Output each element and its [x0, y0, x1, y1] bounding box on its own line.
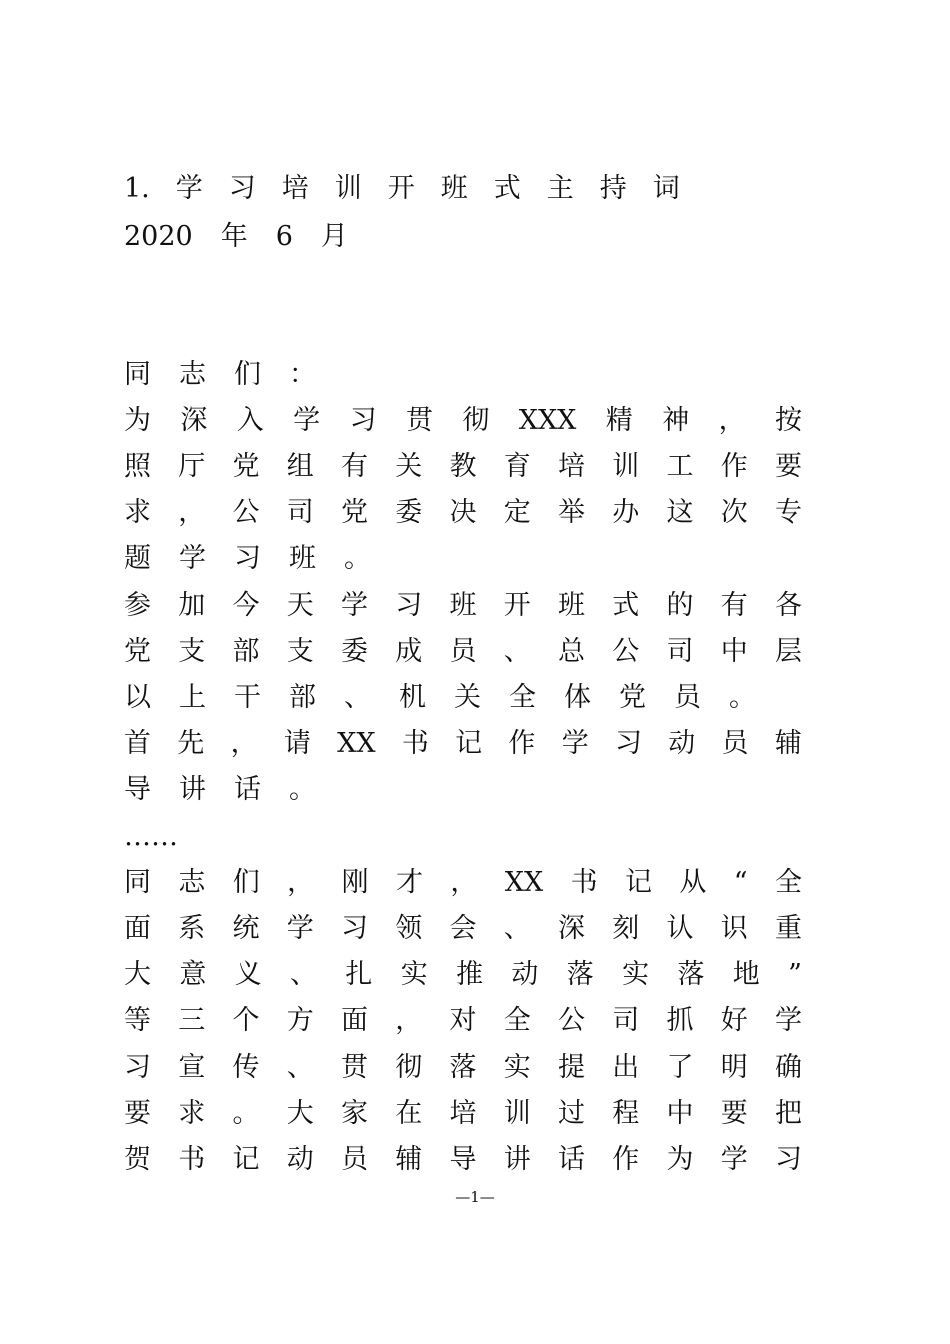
text-token: 次	[720, 497, 748, 528]
text-token: 题	[124, 543, 151, 574]
text-token: 为	[666, 1144, 694, 1175]
text-token: 上	[179, 682, 206, 713]
text-token: 话	[558, 1144, 585, 1175]
text-token: 。	[729, 682, 756, 713]
text-token: 求	[124, 497, 151, 528]
text-token: 宣	[178, 1052, 206, 1083]
text-token: 的	[666, 590, 694, 621]
text-token: 年	[220, 221, 248, 252]
text-token: 从	[679, 867, 707, 898]
text-token: ，	[450, 867, 478, 898]
text-token: 等	[124, 1005, 151, 1036]
text-token: 神	[662, 405, 690, 436]
text-token: “	[733, 867, 748, 898]
text-token: 在	[395, 1098, 423, 1129]
text-token: 天	[286, 590, 314, 621]
text-token: XX	[504, 867, 544, 898]
text-token: 支	[178, 636, 206, 667]
text-token: 词	[652, 173, 680, 204]
text-token: 会	[449, 913, 477, 944]
text-token: ，	[395, 1005, 423, 1036]
body-line	[124, 767, 802, 813]
text-token: 照	[124, 451, 151, 482]
text-token: 重	[775, 913, 802, 944]
body-line	[124, 629, 802, 675]
text-token: 学	[720, 1144, 748, 1175]
text-token: 训	[334, 173, 362, 204]
text-token: 地	[732, 959, 760, 990]
text-token: ，	[230, 728, 258, 759]
text-token: 大	[124, 959, 151, 990]
text-token: 学	[775, 1005, 802, 1036]
text-token: 贯	[405, 405, 433, 436]
text-token: 方	[286, 1005, 314, 1036]
text-token: 、	[503, 913, 531, 944]
text-token: 志	[179, 359, 206, 390]
text-token: 专	[775, 497, 802, 528]
text-token: 、	[503, 636, 531, 667]
text-token: 们	[234, 359, 261, 390]
text-token: 习	[349, 405, 377, 436]
text-token: 按	[774, 405, 802, 436]
text-token: 体	[564, 682, 591, 713]
text-token: 认	[666, 913, 694, 944]
body-line	[124, 444, 802, 490]
text-token: 讲	[179, 774, 206, 805]
text-token: ……	[124, 821, 178, 852]
text-token: 学	[179, 543, 206, 574]
body-line	[124, 1137, 802, 1183]
text-token: 总	[558, 636, 585, 667]
text-token: 习	[614, 728, 642, 759]
text-token: 教	[449, 451, 477, 482]
text-token: 以	[124, 682, 151, 713]
body-line	[124, 1091, 802, 1137]
text-token: 动	[668, 728, 696, 759]
body-line	[124, 536, 802, 582]
text-token: 实	[503, 1052, 531, 1083]
text-token: 月	[320, 221, 348, 252]
text-token: 请	[283, 728, 311, 759]
text-token: 首	[124, 728, 151, 759]
text-token: 实	[400, 959, 428, 990]
text-token: 记	[455, 728, 483, 759]
text-token: 书	[401, 728, 429, 759]
text-token: 深	[558, 913, 585, 944]
text-token: 动	[511, 959, 539, 990]
text-token: 习	[228, 173, 256, 204]
text-token: 部	[232, 636, 260, 667]
text-token: 支	[286, 636, 314, 667]
text-token: 层	[775, 636, 802, 667]
text-token: 把	[775, 1098, 802, 1129]
text-token: 学	[293, 405, 321, 436]
text-token: 司	[666, 636, 694, 667]
body-line	[124, 814, 802, 860]
text-token: 举	[558, 497, 585, 528]
text-token: 党	[341, 497, 368, 528]
text-token: 训	[612, 451, 640, 482]
text-token: 开	[387, 173, 415, 204]
text-token: 同	[124, 359, 151, 390]
text-token: 部	[289, 682, 316, 713]
text-token: 全	[503, 1005, 531, 1036]
text-token: 员	[341, 1144, 368, 1175]
text-token: 培	[558, 451, 585, 482]
text-token: 导	[124, 774, 151, 805]
text-token: 训	[503, 1098, 531, 1129]
text-token: 为	[124, 405, 151, 436]
text-token: 刻	[612, 913, 640, 944]
text-token: 确	[775, 1052, 802, 1083]
text-token: 求	[178, 1098, 206, 1129]
text-token: 中	[666, 1098, 694, 1129]
text-token: 习	[775, 1144, 802, 1175]
text-token: 家	[341, 1098, 368, 1129]
text-token: 深	[180, 405, 208, 436]
text-token: 落	[449, 1052, 477, 1083]
body-line	[124, 721, 802, 767]
text-token: 对	[449, 1005, 477, 1036]
text-token: 学	[175, 173, 203, 204]
text-token: 过	[558, 1098, 585, 1129]
text-token: 三	[178, 1005, 206, 1036]
text-token: 义	[234, 959, 262, 990]
text-token: XX	[337, 728, 376, 759]
text-token: 习	[341, 913, 368, 944]
text-token: 传	[232, 1052, 260, 1083]
text-token: 加	[178, 590, 206, 621]
text-token: 全	[509, 682, 536, 713]
text-token: 们	[232, 867, 260, 898]
text-token: 学	[341, 590, 368, 621]
text-token: 辅	[395, 1144, 423, 1175]
text-token: 。	[232, 1098, 260, 1129]
text-token: 厅	[178, 451, 206, 482]
text-token: 记	[624, 867, 652, 898]
text-token: 个	[232, 1005, 260, 1036]
text-token: 培	[281, 173, 309, 204]
text-token: 持	[599, 173, 627, 204]
text-token: 班	[449, 590, 477, 621]
text-token: 培	[449, 1098, 477, 1129]
text-token: 刚	[341, 867, 369, 898]
text-token: 育	[503, 451, 531, 482]
text-token: 领	[395, 913, 423, 944]
text-token: 系	[178, 913, 206, 944]
text-token: 作	[508, 728, 536, 759]
text-token: 6	[275, 221, 293, 252]
text-token: 、	[344, 682, 371, 713]
body-line	[124, 675, 802, 721]
text-token: 关	[454, 682, 481, 713]
text-token: 机	[399, 682, 426, 713]
text-token: 1.	[124, 173, 150, 204]
text-token: 贯	[341, 1052, 368, 1083]
text-token: 开	[503, 590, 531, 621]
text-token: 导	[449, 1144, 477, 1175]
text-token: 作	[720, 451, 748, 482]
text-token: 同	[124, 867, 151, 898]
text-token: 入	[236, 405, 264, 436]
text-token: 有	[720, 590, 748, 621]
text-token: 识	[720, 913, 748, 944]
text-token: ，	[178, 497, 206, 528]
text-token: ”	[788, 959, 802, 990]
text-token: 2020	[124, 221, 193, 252]
text-token: 公	[232, 497, 260, 528]
text-token: 统	[232, 913, 260, 944]
text-token: 扎	[345, 959, 373, 990]
text-token: 委	[395, 497, 423, 528]
text-token: 要	[720, 1098, 748, 1129]
text-token: 动	[286, 1144, 314, 1175]
text-token: ：	[289, 359, 316, 390]
text-token: 才	[395, 867, 423, 898]
text-token: 。	[344, 543, 371, 574]
text-token: 面	[124, 913, 151, 944]
text-token: 实	[622, 959, 650, 990]
text-token: 关	[395, 451, 423, 482]
text-token: 先	[177, 728, 205, 759]
text-token: ，	[287, 867, 315, 898]
text-token: 有	[341, 451, 368, 482]
text-token: 彻	[462, 405, 490, 436]
body-line	[124, 490, 802, 536]
text-token: 推	[456, 959, 484, 990]
text-token: 中	[720, 636, 748, 667]
body-line	[124, 906, 802, 952]
body-line	[124, 1045, 802, 1091]
text-token: 大	[286, 1098, 314, 1129]
text-token: 。	[289, 774, 316, 805]
text-token: 党	[124, 636, 151, 667]
text-token: 组	[286, 451, 314, 482]
document-title	[124, 166, 802, 212]
text-token: 学	[286, 913, 314, 944]
text-token: 参	[124, 590, 151, 621]
body-line	[124, 583, 802, 629]
text-token: 程	[612, 1098, 640, 1129]
text-token: 主	[546, 173, 574, 204]
text-token: 各	[775, 590, 802, 621]
text-token: 落	[566, 959, 594, 990]
text-token: 、	[286, 1052, 314, 1083]
text-token: 司	[612, 1005, 640, 1036]
text-token: 习	[234, 543, 261, 574]
text-token: 学	[561, 728, 589, 759]
text-token: 定	[503, 497, 531, 528]
text-token: 公	[558, 1005, 585, 1036]
text-token: 党	[232, 451, 260, 482]
text-token: 委	[341, 636, 368, 667]
body-line	[124, 860, 802, 906]
text-token: 抓	[666, 1005, 694, 1036]
text-token: 这	[666, 497, 694, 528]
body-line	[124, 398, 802, 444]
text-token: 成	[395, 636, 423, 667]
text-token: 班	[440, 173, 468, 204]
text-token: 作	[612, 1144, 640, 1175]
text-token: 出	[612, 1052, 640, 1083]
text-token: 话	[234, 774, 261, 805]
text-token: 今	[232, 590, 260, 621]
text-token: 干	[234, 682, 261, 713]
text-token: 面	[341, 1005, 368, 1036]
text-token: 辅	[774, 728, 802, 759]
text-token: 明	[720, 1052, 748, 1083]
text-token: 员	[721, 728, 749, 759]
text-token: 办	[612, 497, 640, 528]
text-token: 落	[677, 959, 705, 990]
body-line	[124, 998, 802, 1044]
text-token: 提	[558, 1052, 585, 1083]
text-token: 员	[674, 682, 701, 713]
text-token: 习	[124, 1052, 151, 1083]
text-token: 党	[619, 682, 646, 713]
text-token: 书	[570, 867, 598, 898]
text-token: 精	[605, 405, 633, 436]
text-token: 班	[289, 543, 316, 574]
text-token: 记	[232, 1144, 260, 1175]
text-token: 公	[612, 636, 640, 667]
document-date	[124, 214, 802, 260]
text-token: XXX	[518, 405, 577, 436]
text-token: 好	[720, 1005, 748, 1036]
body-line	[124, 952, 802, 998]
text-token: 、	[290, 959, 318, 990]
text-token: 班	[558, 590, 585, 621]
text-token: 式	[493, 173, 521, 204]
text-token: 要	[775, 451, 802, 482]
text-token: 决	[449, 497, 477, 528]
body-line	[124, 352, 802, 398]
text-token: 贺	[124, 1144, 151, 1175]
text-token: 了	[666, 1052, 694, 1083]
text-token: 习	[395, 590, 423, 621]
text-token: 书	[178, 1144, 206, 1175]
text-token: 意	[179, 959, 207, 990]
text-token: 讲	[503, 1144, 531, 1175]
text-token: ，	[718, 405, 746, 436]
text-token: 司	[286, 497, 314, 528]
text-token: 全	[774, 867, 802, 898]
text-token: 彻	[395, 1052, 423, 1083]
text-token: 工	[666, 451, 694, 482]
text-token: 员	[449, 636, 477, 667]
text-token: 要	[124, 1098, 151, 1129]
page-number: —1—	[455, 1188, 495, 1206]
text-token: 志	[178, 867, 206, 898]
text-token: 式	[612, 590, 640, 621]
